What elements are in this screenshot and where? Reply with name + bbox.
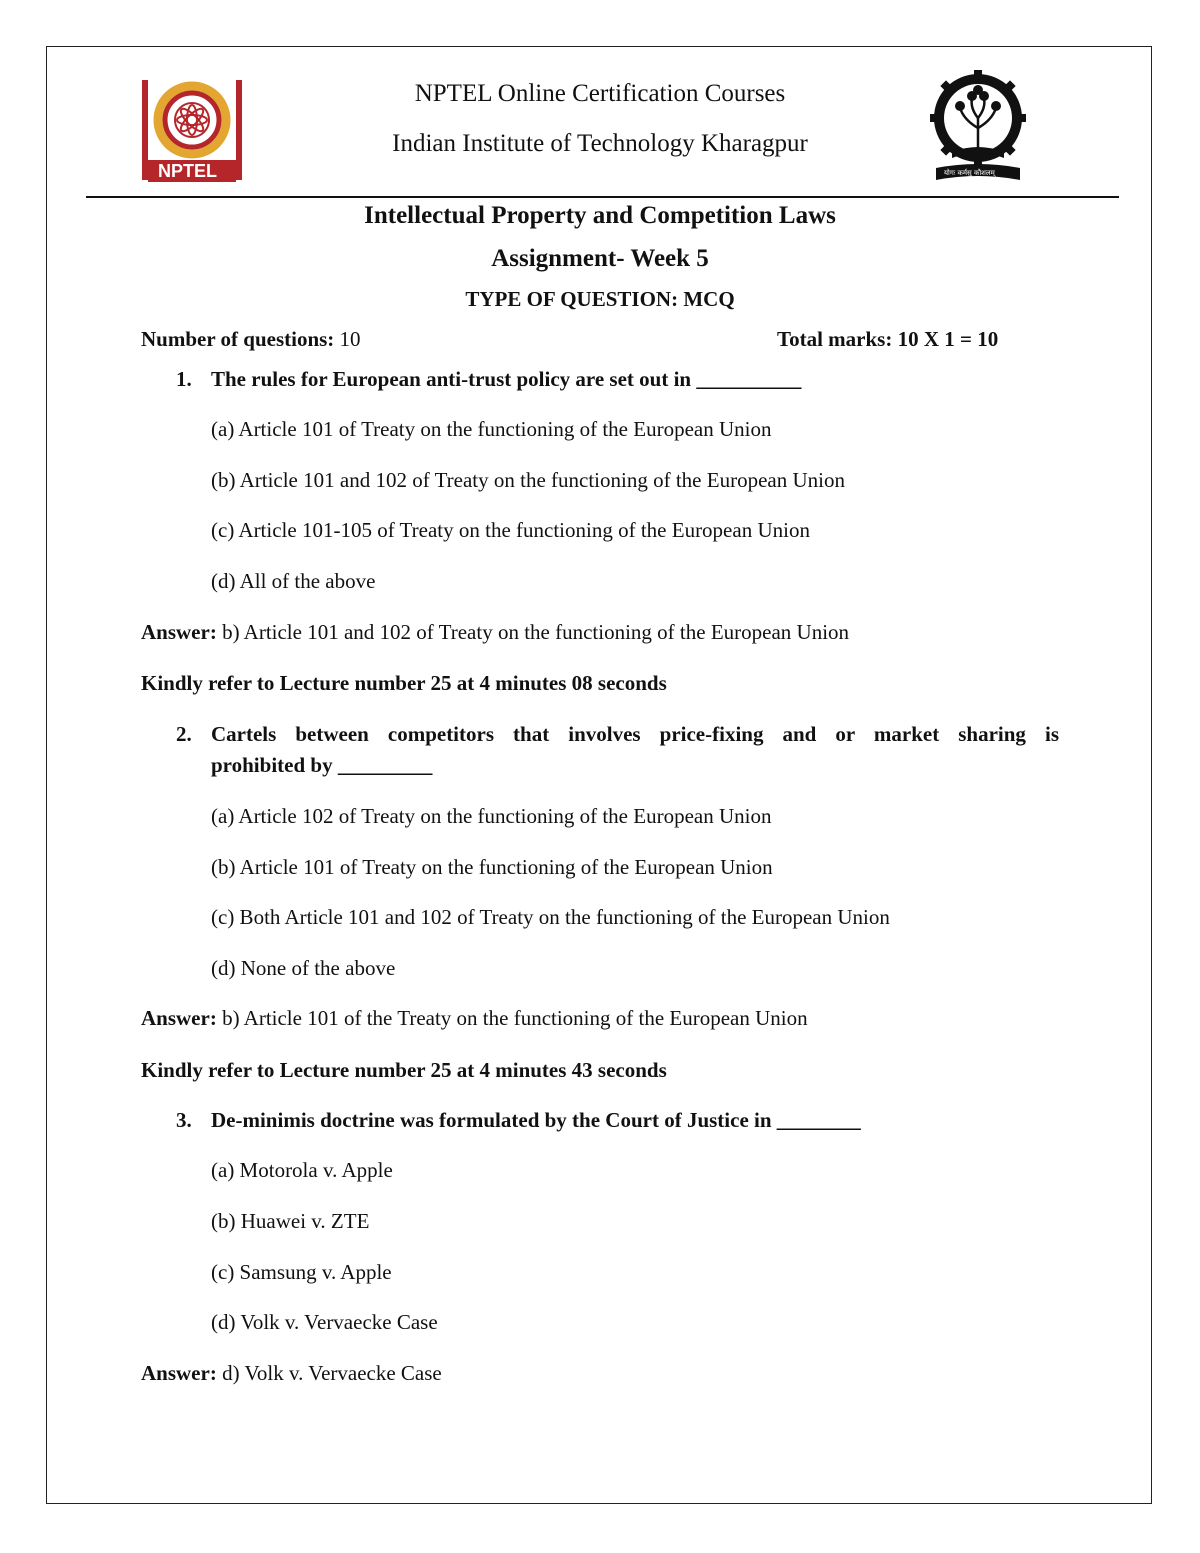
answer-label: Answer:: [141, 1361, 217, 1385]
question-3-option-b: (b) Huawei v. ZTE: [211, 1209, 370, 1233]
question-3-option-c: (c) Samsung v. Apple: [211, 1260, 392, 1284]
course-title: Intellectual Property and Competition Laws: [364, 202, 836, 229]
question-2-text-line-2: prohibited by _________: [211, 753, 433, 777]
question-1-reference: Kindly refer to Lecture number 25 at 4 minutes 08 seconds: [141, 671, 667, 695]
question-2-reference: Kindly refer to Lecture number 25 at 4 minutes 43 seconds: [141, 1058, 667, 1082]
num-questions-label: Number of questions:: [141, 327, 335, 351]
answer-label: Answer:: [141, 1006, 217, 1030]
header-divider: [86, 196, 1119, 198]
question-1-option-a: (a) Article 101 of Treaty on the functioning of the European Union: [211, 417, 772, 441]
question-1-answer: [141, 620, 849, 645]
question-3-text: De-minimis doctrine was formulated by the Court of Justice in ________: [211, 1108, 861, 1132]
question-1-number: 1.: [176, 367, 192, 391]
question-2-option-c: (c) Both Article 101 and 102 of Treaty on the functioning of the European Union: [211, 905, 890, 929]
question-2-answer: [141, 1006, 808, 1031]
question-2-number: 2.: [176, 722, 192, 746]
question-3-option-a: (a) Motorola v. Apple: [211, 1158, 393, 1182]
question-1-text: The rules for European anti-trust policy are set out in __________: [211, 367, 802, 391]
question-type: TYPE OF QUESTION: MCQ: [465, 287, 735, 311]
question-3-number: 3.: [176, 1108, 192, 1132]
header-course-series: NPTEL Online Certification Courses: [414, 80, 786, 107]
answer-label: Answer:: [141, 620, 217, 644]
nptel-logo-text: NPTEL: [158, 161, 218, 181]
question-3-answer: [141, 1361, 442, 1386]
header-institute: Indian Institute of Technology Kharagpur: [392, 130, 808, 157]
number-of-questions: [141, 327, 361, 352]
answer-text: d) Volk v. Vervaecke Case: [222, 1361, 442, 1385]
question-2-option-b: (b) Article 101 of Treaty on the functioning of the European Union: [211, 855, 773, 879]
question-3-option-d: (d) Volk v. Vervaecke Case: [211, 1310, 438, 1334]
answer-text: b) Article 101 of the Treaty on the functioning of the European Union: [222, 1006, 808, 1030]
question-2-text-line-1: Cartels between competitors that involves price-fixing and or market sharing is: [211, 722, 1059, 746]
iit-logo-motto: योगः कर्मसु कौशलम्: [944, 169, 995, 177]
assignment-title: Assignment- Week 5: [491, 245, 709, 272]
question-1-option-c: (c) Article 101-105 of Treaty on the functioning of the European Union: [211, 518, 810, 542]
answer-text: b) Article 101 and 102 of Treaty on the functioning of the European Union: [222, 620, 850, 644]
question-1-option-b: (b) Article 101 and 102 of Treaty on the functioning of the European Union: [211, 468, 845, 492]
num-questions-value: 10: [339, 327, 361, 351]
question-2-option-d: (d) None of the above: [211, 956, 396, 980]
total-marks: Total marks: 10 X 1 = 10: [777, 327, 999, 351]
question-2-option-a: (a) Article 102 of Treaty on the functioning of the European Union: [211, 804, 772, 828]
question-1-option-d: (d) All of the above: [211, 569, 376, 593]
